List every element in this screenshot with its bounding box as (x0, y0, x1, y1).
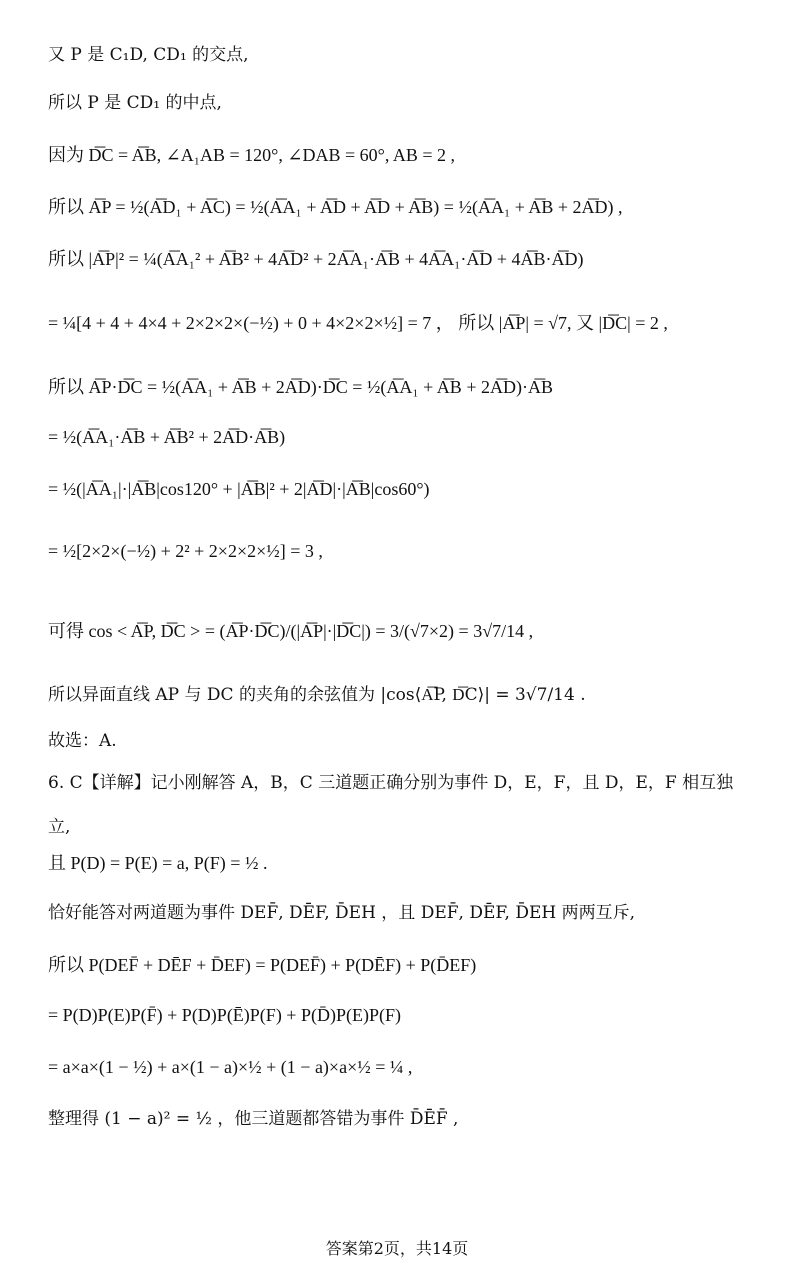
text-line: 所以 P(DEF̄ + DĒF + D̄EF) = P(DEF̄) + P(DĒF) + P(D̄EF) (48, 955, 477, 975)
text-line: = ½(A͞A₁·A͞B + A͞B² + 2A͞D·A͞B) (48, 427, 286, 447)
text-line: 故选：A. (48, 731, 117, 751)
text-line: 又 P 是 C₁D, CD₁ 的交点, (48, 45, 249, 65)
text-line: 整理得 (1 − a)² = ½ ，他三道题都答错为事件 D̄ĒF̄ , (48, 1109, 459, 1129)
text-line: = ¼[4 + 4 + 4×4 + 2×2×2×(−½) + 0 + 4×2×2×½] = 7 ， 所以 |A͞P| = √7, 又 |D͞C| = 2 , (48, 313, 668, 333)
text-line: 所以异面直线 AP 与 DC 的夹角的余弦值为 |cos⟨A͞P, D͞C⟩| = 3√7/14 . (48, 685, 586, 705)
text-line: 所以 |A͞P|² = ¼(A͞A₁² + A͞B² + 4A͞D² + 2A͞A₁·A͞B + 4A͞A₁·A͞D + 4A͞B·A͞D) (48, 249, 584, 269)
text-line: 所以 A͞P·D͞C = ½(A͞A₁ + A͞B + 2A͞D)·D͞C = ½(A͞A₁ + A͞B + 2A͞D)·A͞B (48, 377, 553, 397)
text-line: 立, (48, 817, 71, 837)
text-line: 所以 P 是 CD₁ 的中点, (48, 93, 222, 113)
text-line: = ½(|A͞A₁|·|A͞B|cos120° + |A͞B|² + 2|A͞D|·|A͞B|cos60°) (48, 479, 430, 499)
text-line: 可得 cos < A͞P, D͞C > = (A͞P·D͞C)/(|A͞P|·|D͞C|) = 3/(√7×2) = 3√7/14 , (48, 621, 534, 641)
page-footer: 答案第2页，共14页 (325, 1239, 469, 1258)
text-line: 恰好能答对两道题为事件 DEF̄, DĒF, D̄EH ，且 DEF̄, DĒF, D̄EH 两两互斥, (48, 903, 636, 923)
text-line: = a×a×(1 − ½) + a×(1 − a)×½ + (1 − a)×a×½ = ¼ , (48, 1057, 413, 1077)
text-line: 所以 A͞P = ½(A͞D₁ + A͞C) = ½(A͞A₁ + A͞D + A͞D + A͞B) = ½(A͞A₁ + A͞B + 2A͞D) , (48, 197, 623, 217)
text-line: 因为 D͞C = A͞B, ∠A₁AB = 120°, ∠DAB = 60°, AB = 2 , (48, 145, 455, 165)
text-line: 6. C【详解】记小刚解答 A，B，C 三道题正确分别为事件 D，E，F，且 D，E，F 相互独 (48, 773, 734, 793)
text-line: = ½[2×2×(−½) + 2² + 2×2×2×½] = 3 , (48, 541, 323, 561)
text-line: 且 P(D) = P(E) = a, P(F) = ½ . (48, 853, 268, 873)
text-line: = P(D)P(E)P(F̄) + P(D)P(Ē)P(F) + P(D̄)P(E)P(F) (48, 1005, 401, 1025)
